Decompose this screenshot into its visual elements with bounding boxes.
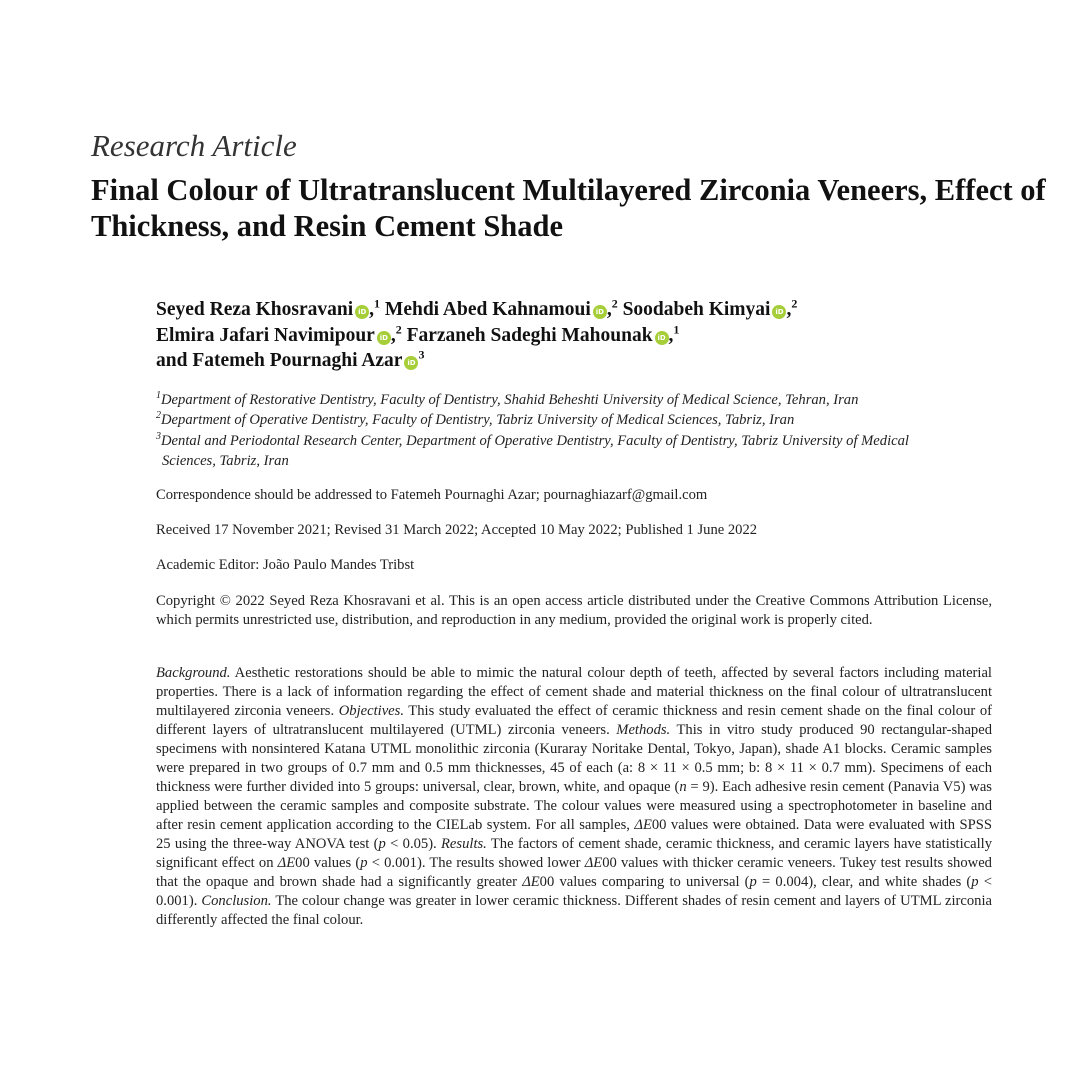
academic-editor: Academic Editor: João Paulo Mandes Tribst	[156, 557, 415, 573]
correspondence: Correspondence should be addressed to Fatemeh Pournaghi Azar; pournaghiazarf@gmail.com	[156, 487, 708, 503]
paper-title: Final Colour of Ultratranslucent Multilayered Zirconia Veneers, Effect of Thickness, and Resin Cement Shade	[91, 173, 1046, 243]
affiliation: $^1$Department of Restorative Dentistry, Faculty of Dentistry, Shahid Beheshti University of Medical Science, Tehran, Iran	[156, 390, 859, 408]
author[interactable]: and Fatemeh Pournaghi Azar $iD^3$	[156, 347, 425, 371]
author[interactable]: Elmira Jafari Navimipour iD ,$^2$	[156, 322, 402, 346]
affiliation: $^2$Department of Operative Dentistry, Faculty of Dentistry, Tabriz University of Medical Sciences, Tabriz, Iran	[156, 410, 795, 429]
orcid-icon[interactable]: iD	[404, 356, 418, 370]
abstract: Background. Aesthetic restorations should be able to mimic the natural colour depth of teeth, affected by several factors including material properties. There is a lack of information regarding the effect of cement shade and material thickness on the final colour of ultratranslucent multilayered zirconia veneers. Objectives. This study evaluated the effect of ceramic thickness and resin cement shade on the final colour of different layers of ultratranslucent multilayered (UTML) zirconia veneers. Methods. This in vitro study produced 90 rectangular-shaped specimens with nonsintered Katana UTML monolithic zirconia (Kuraray Noritake Dental, Tokyo, Japan), shade A1 blocks. Ceramic samples were prepared in two groups of 0.7 mm and 0.5 mm thicknesses, 45 of each (a: 8 × 11 × 0.5 mm; b: 8 × 11 × 0.7 mm). Specimens of each thickness were further divided into 5 groups: universal, clear, brown, white, and opaque (n = 9). Each adhesive resin cement (Panavia V5) was applied between the ceramic samples and composite substrate. The colour values were measured using a spectrophotometer in baseline and after resin cement application according to the CIELab system. For all samples, ΔE00 values were obtained. Data were evaluated with SPSS 25 using the three-way ANOVA test (p < 0.05). Results. The factors of cement shade, ceramic thickness, and ceramic layers have statistically significant effect on ΔE00 values (p < 0.001). The results showed lower ΔE00 values with thicker ceramic veneers. Tukey test results showed that the opaque and brown shade had a significantly greater ΔE00 values comparing to universal (p = 0.004), clear, and white shades (p < 0.001). Conclusion. The colour change was greater in lower ceramic thickness. Different shades of resin cement and layers of UTML zirconia differently affected the final colour.	[156, 665, 993, 928]
orcid-icon[interactable]: iD	[772, 305, 786, 319]
publication-dates: Received 17 November 2021; Revised 31 March 2022; Accepted 10 May 2022; Published 1 June 2022	[156, 522, 758, 538]
author[interactable]: Soodabeh Kimyai iD ,$^2$	[622, 296, 798, 320]
copyright-notice: Copyright © 2022 Seyed Reza Khosravani et al. This is an open access article distributed under the Creative Commons Attribution License, which permits unrestricted use, distribution, and reproduction in any medium, provided the original work is properly cited.	[156, 593, 992, 628]
author-conjunction: and	[156, 350, 188, 371]
orcid-icon[interactable]: iD	[377, 331, 391, 345]
orcid-icon[interactable]: iD	[593, 305, 607, 319]
article-type: Research Article	[91, 128, 297, 163]
author[interactable]: Farzaneh Sadeghi Mahounak iD ,$^1$	[406, 322, 680, 346]
affiliations	[156, 390, 946, 471]
author[interactable]: Mehdi Abed Kahnamoui iD ,$^2$	[384, 296, 618, 320]
orcid-icon[interactable]: iD	[655, 331, 669, 345]
orcid-icon[interactable]: iD	[355, 305, 369, 319]
affiliation: $^3$Dental and Periodontal Research Center, Department of Operative Dentistry, Faculty of Dentistry, Tabriz University of Medical Sciences, Tabriz, Iran	[156, 430, 909, 469]
author[interactable]: Seyed Reza Khosravani iD ,$^1$	[156, 296, 381, 320]
author-list	[156, 297, 1016, 374]
